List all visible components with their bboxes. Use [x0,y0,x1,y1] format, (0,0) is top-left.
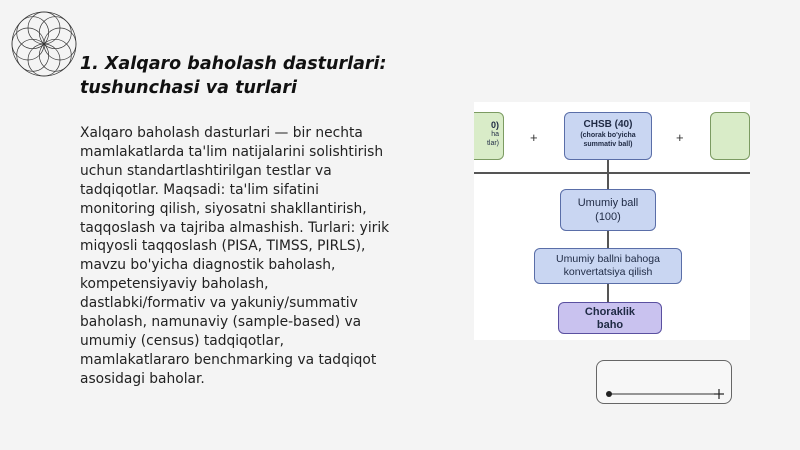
plus-sign-left: + [530,130,538,145]
slide-body [80,124,452,389]
chsb-line2: (chorak bo'yicha [580,132,636,139]
vertical-connector [607,284,609,302]
body-line: mavzu bo'yicha diagnostik baholash, [80,257,336,274]
body-line: kompetensiyaviy baholash, [80,276,269,293]
title-line: tushunchasi va turlari [80,78,297,98]
slider-track[interactable] [597,361,733,405]
body-line: uchun standartlashtirilgan testlar va [80,162,332,179]
conversion-box [534,248,682,284]
horizontal-connector [474,172,750,174]
body-line: miqyosli taqqoslash (PISA, TIMSS, PIRLS), [80,238,366,255]
vertical-connector [607,173,609,189]
body-line: dastlabki/formativ va yakuniy/summativ [80,295,358,312]
vertical-connector [607,160,609,172]
spirograph-logo-icon [4,4,84,84]
convert-line1: Umumiy ballni bahoga [556,253,660,265]
body-line: umumiy (census) tadqiqotlar, [80,332,285,349]
plus-sign-right: + [676,130,684,145]
convert-line2: konvertatsiya qilish [563,266,653,278]
body-line: taqqoslash va tajriba almashish. Turlari: yirik [80,219,390,236]
total-line1: Umumiy ball [577,197,639,209]
flow-diagram [474,102,750,340]
slide-title [80,52,440,100]
left-partial-line3: tlar) [486,140,499,147]
right-partial-box [710,112,750,160]
plus-icon [714,389,724,399]
body-line: tadqiqotlar. Maqsadi: ta'lim sifatini [80,181,319,198]
body-line: mamlakatlararo benchmarking va tadqiqot [80,351,377,368]
left-partial-box [474,112,504,160]
grade-line2: baho [596,319,624,331]
total-line2: (100) [595,211,621,223]
total-score-box [560,189,656,231]
body-line: asosidagi baholar. [80,370,205,387]
body-line: Xalqaro baholash dasturlari — bir nechta [80,125,363,141]
chsb-box [564,112,652,160]
vertical-connector [607,231,609,248]
grade-line1: Choraklik [584,306,636,318]
body-line: baholash, namunaviy (sample-based) va [80,314,362,331]
body-line: monitoring qilish, siyosatni shakllantirish, [80,200,367,217]
left-partial-line1: 0) [490,120,499,130]
chsb-line3: summativ ball) [583,141,633,148]
dot-icon [606,391,612,397]
chsb-title: CHSB (40) [583,119,633,130]
title-line: 1. Xalqaro baholash dasturlari: [80,54,387,74]
body-line: mamlakatlarda ta'lim natijalarini solishtirish [80,143,384,160]
left-partial-line2: ha [491,131,499,138]
grade-box [558,302,662,334]
audio-control[interactable] [596,360,732,404]
